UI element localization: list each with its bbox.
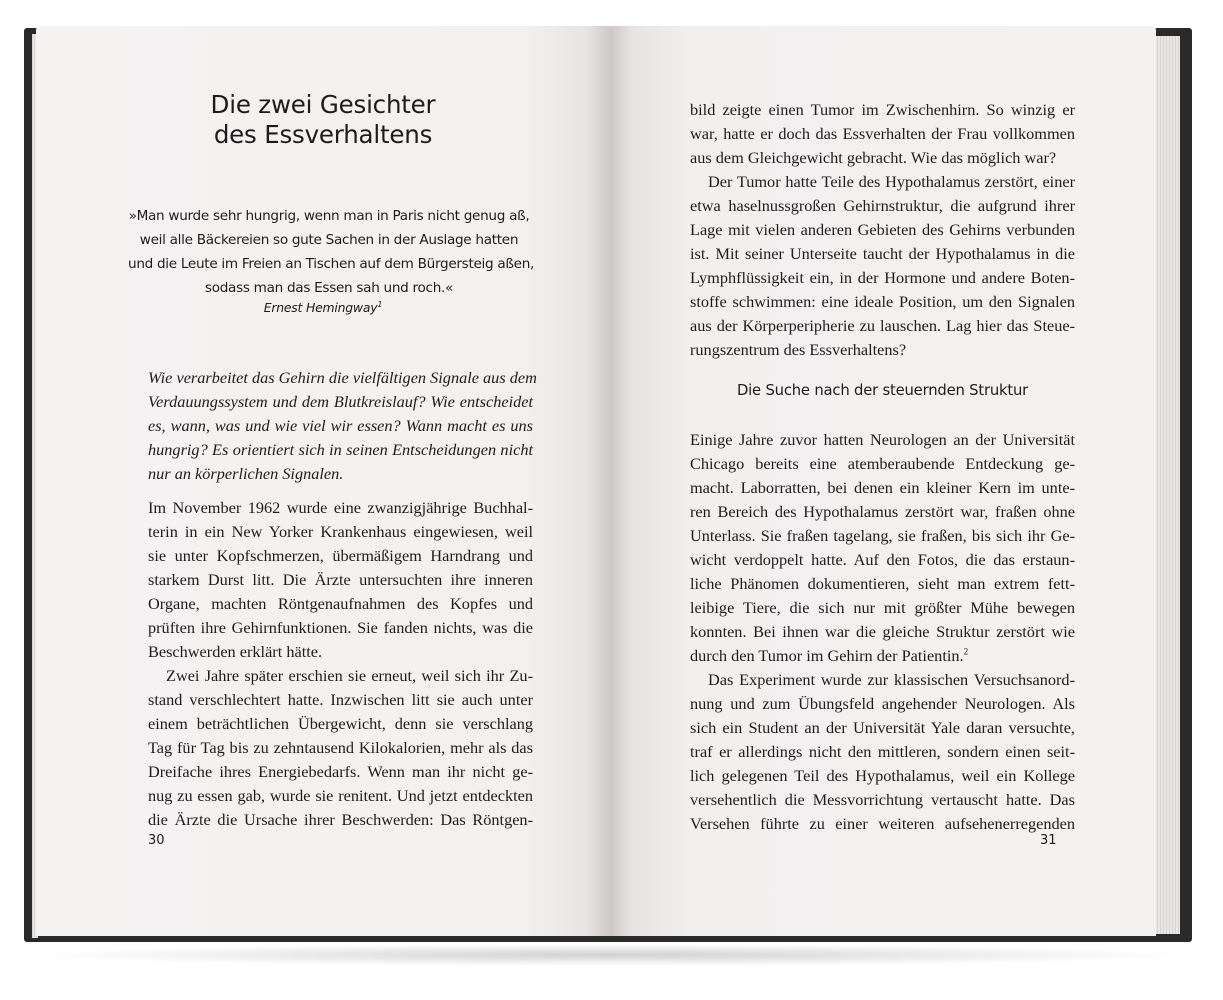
text-line: Im November 1962 wurde eine zwanzigjährige Buchhal- [148, 498, 533, 517]
epigraph-line: sodass man das Essen sah und roch.« [204, 280, 454, 296]
text-line: Versehen führte zu einer weiteren aufsehenerregenden [690, 814, 1075, 833]
text-line: aus dem Gleichgewicht gebracht. Wie das möglich war? [690, 148, 1057, 167]
text-line: rungszentrum des Essverhaltens? [690, 340, 907, 359]
text-line: Das Experiment wurde zur klassischen Versuchsanord- [708, 670, 1075, 689]
text-line: Der Tumor hatte Teile des Hypothalamus zerstört, einer [708, 172, 1075, 191]
text-line: prüften ihre Gehirnfunktionen. Sie fanden nichts, was die [148, 618, 533, 637]
intro-paragraph [148, 366, 537, 486]
text-line: Verdauungssystem und dem Blutkreislauf? Wie entscheidet [148, 392, 533, 411]
text-line: Einige Jahre zuvor hatten Neurologen an der Universität [690, 430, 1075, 449]
page-number: 30 [148, 833, 165, 848]
body-paragraph-2 [690, 170, 1075, 362]
text-line: ist. Mit seiner Unterseite taucht der Hypothalamus in die [690, 244, 1075, 263]
chapter-title-line: Die zwei Gesichter [210, 90, 436, 119]
text-line: stoffe schwimmen: eine ideale Position, um den Signalen [690, 292, 1075, 311]
text-line: nug zu essen gab, wurde sie renitent. Und jetzt entdeckten [148, 786, 533, 805]
epigraph [128, 204, 535, 300]
text-line: Dreifache ihres Energiebedarfs. Wenn man ihr nicht ge- [148, 762, 533, 781]
body-paragraph-3 [690, 428, 1075, 668]
text-line: macht. Laborratten, bei denen ein kleiner Kern im unte- [690, 478, 1075, 497]
text-line: Unterlass. Sie fraßen tagelang, sie fraßen, bis sich ihr Ge- [690, 526, 1075, 545]
text-line: traf er allerdings nicht den mittleren, sondern einen seit- [690, 742, 1075, 761]
text-line: Zwei Jahre später erschien sie erneut, weil sich ihr Zu- [166, 666, 533, 685]
body-paragraph-1 [148, 496, 533, 664]
body-paragraph-2 [148, 664, 533, 832]
text-line: Chicago bereits eine atemberaubende Entdeckung ge- [690, 454, 1075, 473]
epigraph-line: weil alle Bäckereien so gute Sachen in der Auslage hatten [139, 232, 519, 248]
text-line: terin in ein New Yorker Krankenhaus eingewiesen, weil [148, 522, 533, 541]
chapter-title [36, 90, 610, 150]
text-line: starkem Durst litt. Die Ärzte untersuchten ihre inneren [148, 570, 533, 589]
book-shadow [30, 944, 1190, 966]
text-line-content: durch den Tumor im Gehirn der Patientin. [690, 646, 964, 665]
text-line: wicht verdoppelt hatte. Auf den Fotos, die das erstaun- [690, 550, 1075, 569]
text-line: sie unter Kopfschmerzen, übermäßigem Harndrang und [148, 546, 533, 565]
text-line: lich gelegenen Teil des Hypothalamus, weil ein Kollege [690, 766, 1075, 785]
text-line: es, wann, was und wie viel wir essen? Wann macht es uns [148, 416, 533, 435]
text-line: ren Bereich des Hypothalamus zerstört war, fraßen ohne [690, 502, 1075, 521]
page-number: 31 [1040, 833, 1057, 848]
section-heading: Die Suche nach der steuernden Struktur [736, 382, 1029, 399]
text-line: Wie verarbeitet das Gehirn die vielfältigen Signale aus dem [148, 368, 537, 387]
text-line: Organe, machten Röntgenaufnahmen des Kopfes und [148, 594, 533, 613]
epigraph-line: »Man wurde sehr hungrig, wenn man in Paris nicht genug aß, [128, 208, 530, 224]
text-line: nung und zum Übungsfeld angehender Neurologen. Als [690, 694, 1075, 713]
text-line: hungrig? Es orientiert sich in seinen Entscheidungen nicht [148, 440, 533, 459]
text-line: Lymphflüssigkeit ein, in der Hormone und andere Boten- [690, 268, 1075, 287]
text-line [690, 644, 1075, 668]
text-line: Lage mit vielen anderen Gebieten des Gehirns verbunden [690, 220, 1075, 239]
body-paragraph-4 [690, 668, 1075, 836]
text-line: versehentlich die Messvorrichtung vertauscht hatte. Das [690, 790, 1075, 809]
text-line: einem beträchtlichen Übergewicht, denn sie verschlang [148, 714, 533, 733]
epigraph-line: und die Leute im Freien an Tischen auf dem Bürgersteig aßen, [128, 256, 535, 272]
text-line: Beschwerden erklärt hätte. [148, 642, 323, 661]
text-line: war, hatte er doch das Essverhalten der Frau vollkommen [690, 124, 1075, 143]
text-line: aus der Körperperipherie zu lauschen. Lag hier das Steue- [690, 316, 1075, 335]
text-line: konnten. Bei ihnen war die gleiche Struktur zerstört wie [690, 622, 1075, 641]
footnote-marker: 1 [377, 299, 383, 309]
epigraph-author-name: Ernest Hemingway [263, 300, 378, 315]
body-paragraph-continued [690, 98, 1075, 170]
text-line: sich ein Student an der Universität Yale daran versuchte, [690, 718, 1075, 737]
right-page [610, 26, 1156, 936]
chapter-title-line: des Essverhaltens [213, 120, 433, 149]
epigraph-author [36, 300, 610, 315]
text-line: stand verschlechtert hatte. Inzwischen litt sie auch unter [148, 690, 533, 709]
right-page-edges [1152, 36, 1180, 934]
text-line: liche Phänomen dokumentieren, sieht man extrem fett- [690, 574, 1075, 593]
text-line: nur an körperlichen Signalen. [148, 464, 344, 483]
text-line: leibige Tiere, die sich nur mit größter Mühe bewegen [690, 598, 1075, 617]
text-line: bild zeigte einen Tumor im Zwischenhirn. So winzig er [690, 100, 1075, 119]
text-line: etwa haselnussgroßen Gehirnstruktur, die aufgrund ihrer [690, 196, 1075, 215]
text-line: die Ärzte die Ursache ihrer Beschwerden: Das Röntgen- [148, 810, 533, 829]
left-page [36, 26, 610, 936]
text-line: Tag für Tag bis zu zehntausend Kilokalorien, mehr als das [148, 738, 533, 757]
footnote-marker: 2 [963, 646, 969, 657]
